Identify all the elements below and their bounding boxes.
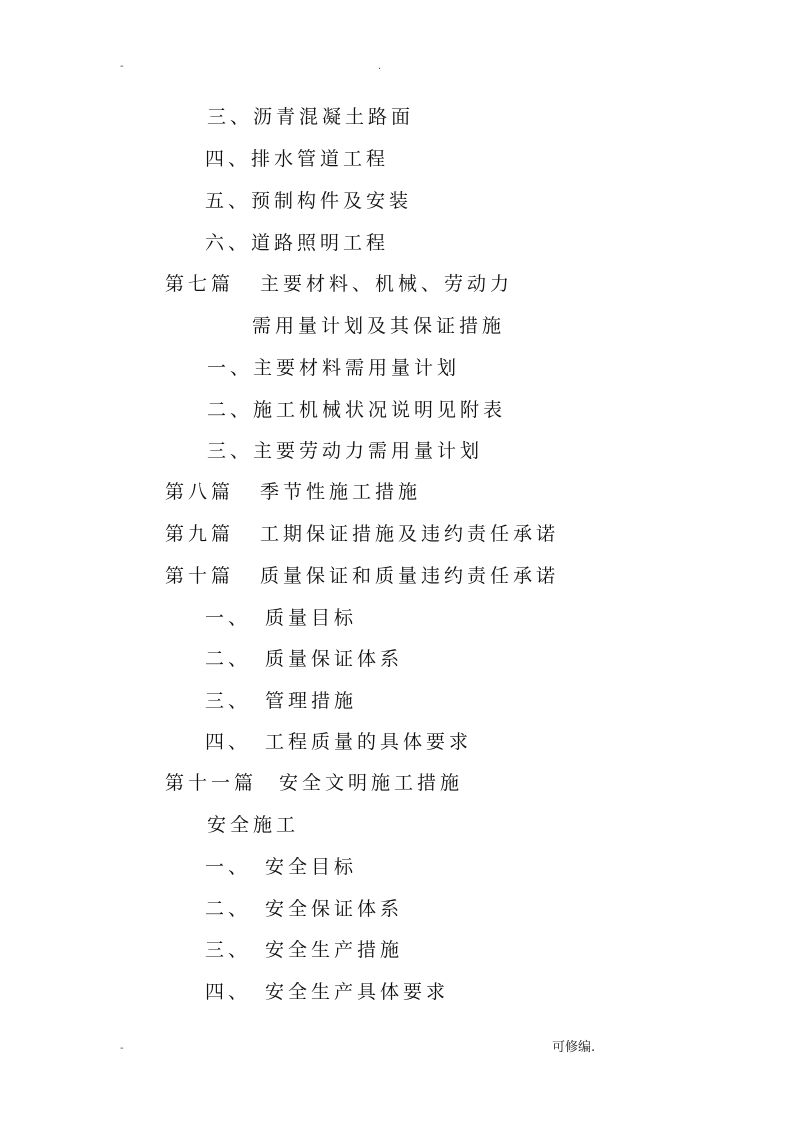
chapter-number: 第十一篇 <box>165 772 258 794</box>
toc-section <box>205 980 449 1004</box>
section-title: 安全保证体系 <box>265 898 404 920</box>
chapter-title: 质量保证和质量违约责任承诺 <box>260 565 560 587</box>
section-number: 四、 <box>205 731 252 753</box>
toc-entry: 二、施工机械状况说明见附表 <box>207 399 507 421</box>
chapter-number: 第八篇 <box>165 481 235 503</box>
toc-section <box>205 647 403 671</box>
toc-entry: 四、排水管道工程 <box>205 148 390 170</box>
section-title: 安全生产措施 <box>265 939 404 961</box>
toc-section <box>205 689 357 713</box>
toc-section <box>205 606 357 630</box>
header-center-mark: . <box>378 61 382 72</box>
toc-chapter <box>165 564 559 588</box>
section-title: 安全生产具体要求 <box>265 981 450 1003</box>
toc-section <box>205 730 472 754</box>
toc-entry: 六、道路照明工程 <box>205 232 390 254</box>
footer-left-mark: - <box>120 1043 124 1054</box>
toc-chapter <box>165 272 513 296</box>
chapter-number: 第九篇 <box>165 523 235 545</box>
toc-section <box>205 897 403 921</box>
section-title: 工程质量的具体要求 <box>265 731 473 753</box>
chapter-title: 安全文明施工措施 <box>279 772 464 794</box>
section-title: 安全目标 <box>265 856 358 878</box>
section-number: 一、 <box>205 856 252 878</box>
footer-note: 可修编. <box>552 1040 596 1055</box>
toc-entry: 五、预制构件及安装 <box>205 190 413 212</box>
toc-chapter <box>165 480 421 504</box>
toc-entry: 一、主要材料需用量计划 <box>207 357 461 379</box>
toc-entry: 安全施工 <box>207 814 300 836</box>
toc-chapter <box>165 771 463 795</box>
chapter-number: 第七篇 <box>165 273 235 295</box>
section-title: 质量目标 <box>265 607 358 629</box>
section-number: 一、 <box>205 607 252 629</box>
section-number: 四、 <box>205 981 252 1003</box>
chapter-title: 季节性施工措施 <box>260 481 422 503</box>
section-number: 三、 <box>205 939 252 961</box>
toc-entry: 需用量计划及其保证措施 <box>252 315 506 337</box>
toc-entry: 三、主要劳动力需用量计划 <box>207 440 484 462</box>
section-number: 三、 <box>205 690 252 712</box>
header-left-mark: - <box>120 61 124 72</box>
toc-section <box>205 855 357 879</box>
chapter-title: 主要材料、机械、劳动力 <box>260 273 514 295</box>
section-title: 管理措施 <box>265 690 358 712</box>
section-title: 质量保证体系 <box>265 648 404 670</box>
chapter-title: 工期保证措施及违约责任承诺 <box>260 523 560 545</box>
toc-chapter <box>165 522 559 546</box>
toc-section <box>205 938 403 962</box>
chapter-number: 第十篇 <box>165 565 235 587</box>
toc-entry: 三、沥青混凝土路面 <box>207 106 415 128</box>
section-number: 二、 <box>205 898 252 920</box>
section-number: 二、 <box>205 648 252 670</box>
